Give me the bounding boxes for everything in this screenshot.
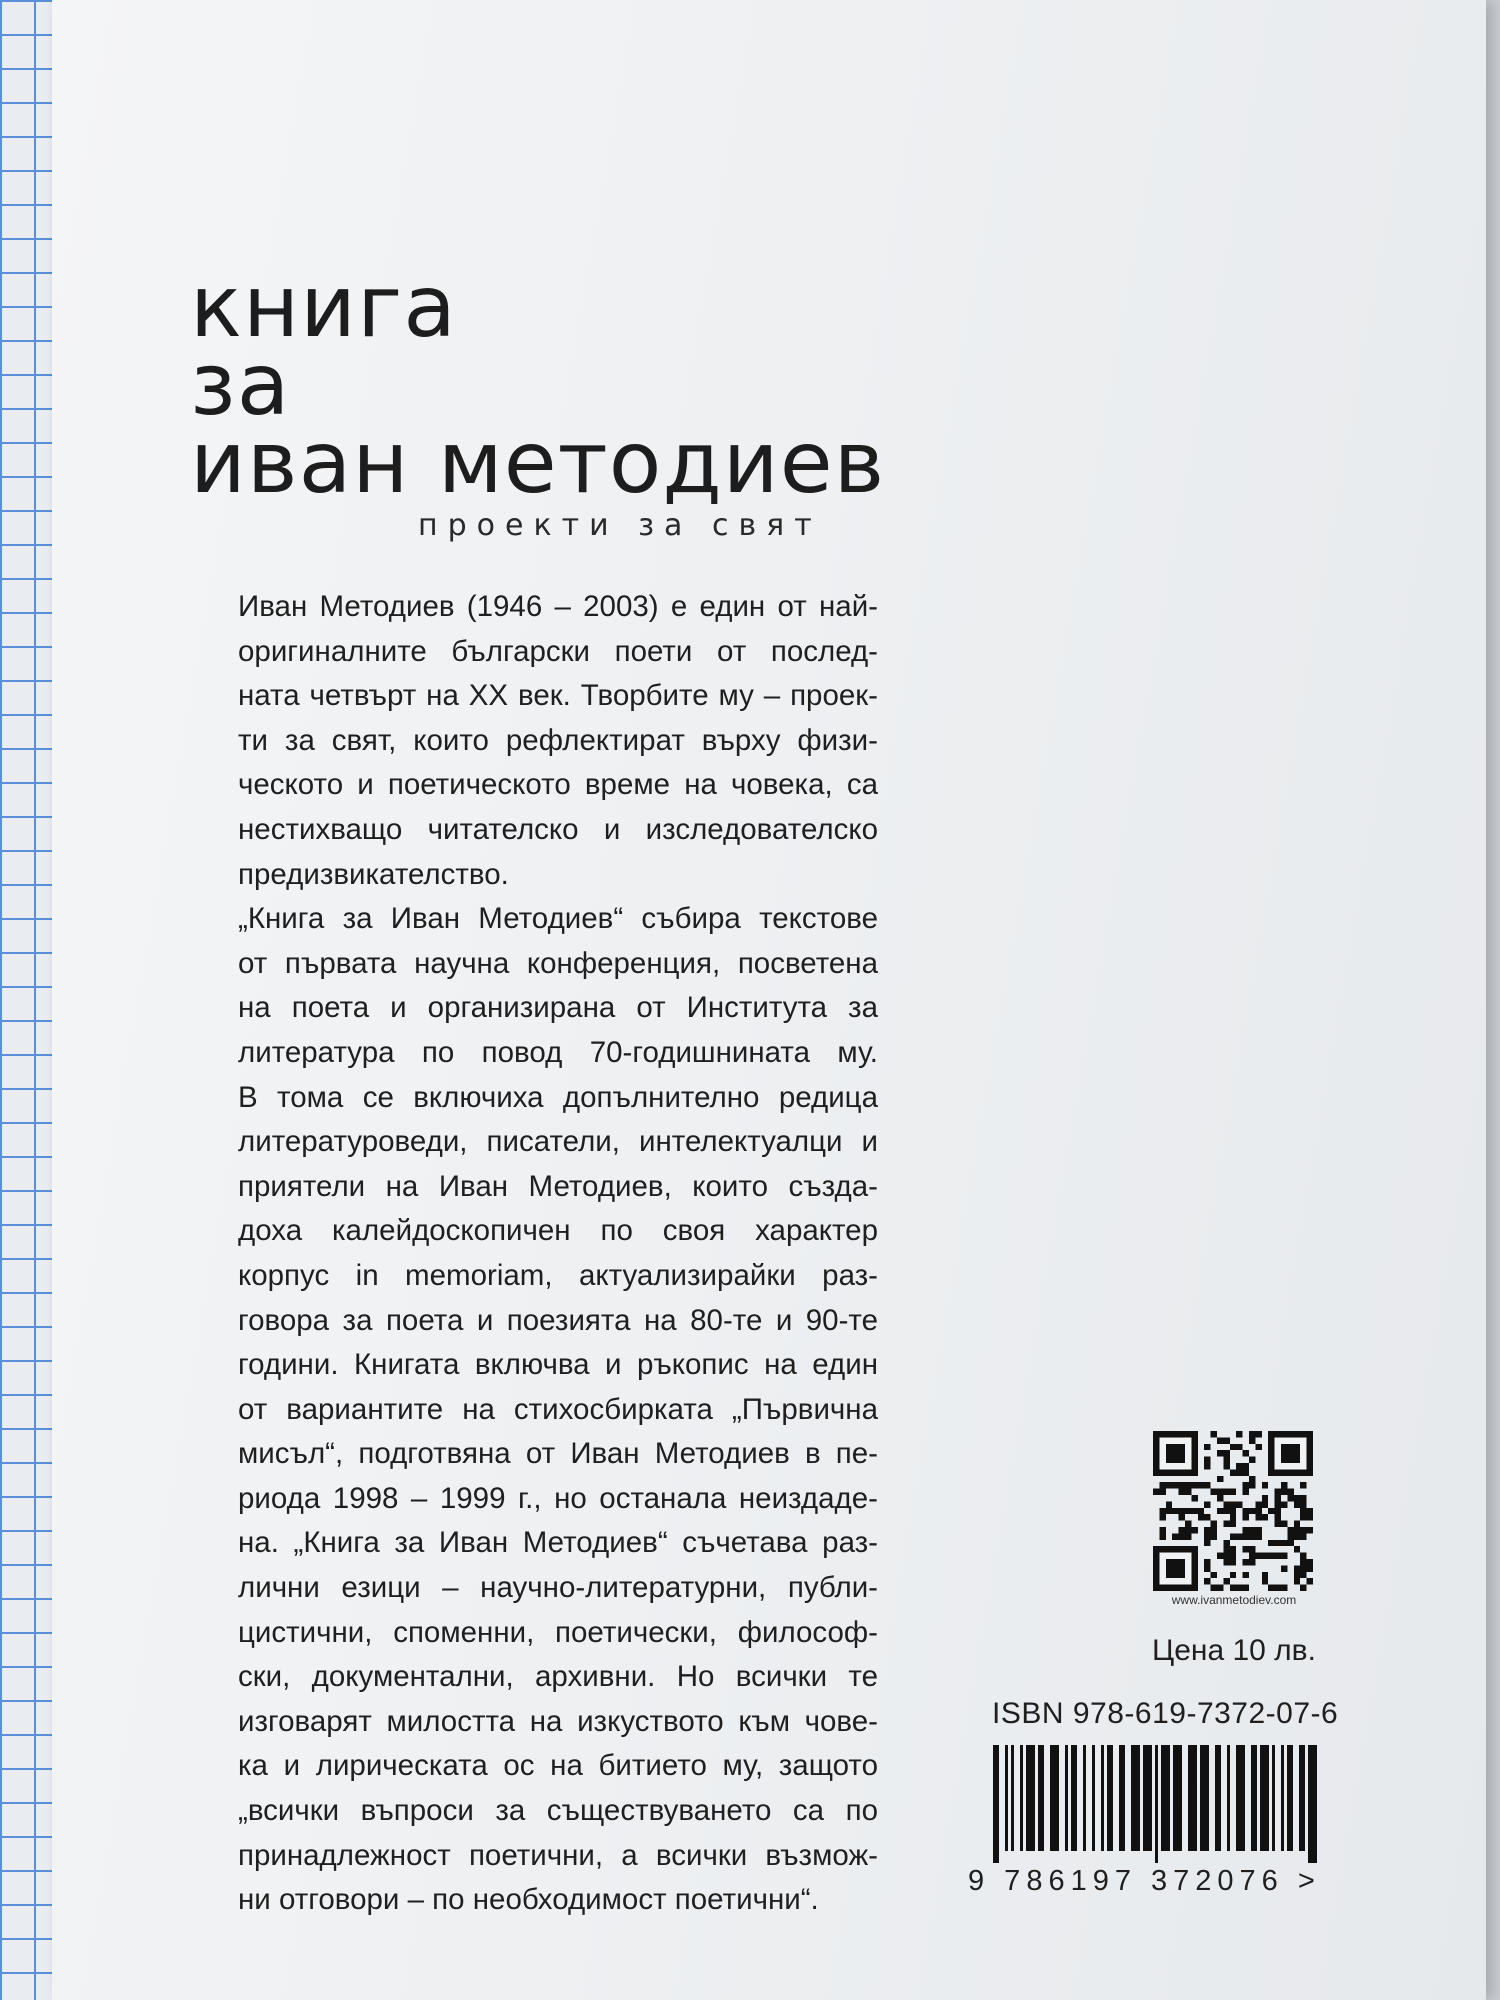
book-title [190,257,886,513]
blurb-line: „всички въпроси за съществуването са по [238,1794,878,1828]
book-subtitle: проекти за свят [418,508,822,543]
blurb-line: ски, документални, архивни. Но всички те [238,1660,878,1694]
blurb-line: от вариантите на стихосбирката „Първична [238,1392,878,1426]
barcode-digits: 9 786197 372076 > [968,1865,1321,1897]
isbn-label: ISBN 978-619-7372-07-6 [992,1697,1339,1730]
barcode [990,1745,1320,1863]
blurb-line: приятели на Иван Методиев, които създа- [238,1169,878,1203]
blurb-line: ческото и поетическото време на човека, са [238,768,878,802]
blurb-line: ка и лирическата ос на битието му, защото [238,1749,878,1783]
blurb-line: мисъл“, подготвяна от Иван Методиев в пе- [238,1437,878,1471]
blurb-line: на поета и организирана от Института за [238,991,878,1025]
blurb-line: Иван Методиев (1946 – 2003) е един от най- [238,590,878,623]
blurb-line: говора за поета и поезията на 80-те и 90-те [238,1303,878,1337]
blurb-line: доха калейдоскопичен по своя характер [238,1214,878,1248]
blurb-text [238,585,878,1923]
blurb-line: В тома се включиха допълнително редица [238,1080,878,1114]
blurb-line: цистични, споменни, поетически, философ- [238,1615,878,1649]
blurb-line: предизвикателство. [238,857,509,891]
blurb-line: години. Книгата включва и ръкопис на един [238,1348,878,1382]
blurb-line: корпус in memoriam, актуализирайки раз- [238,1258,878,1292]
blurb-line: оригиналните български поети от послед- [238,634,878,668]
title-line-2: за [190,335,291,435]
blurb-line: ни отговори – по необходимост поетични“. [238,1883,819,1917]
blurb-line: лични езици – научно-литературни, публи- [238,1571,878,1605]
blurb-line: от първата научна конференция, посветена [238,946,878,980]
blurb-line: риода 1998 – 1999 г., но останала неиздаде- [238,1481,878,1515]
blurb-line: нестихващо читателско и изследователско [238,812,878,846]
title-line-3: иван методиев [190,413,886,513]
qr-code [1153,1431,1313,1591]
price-label: Цена 10 лв. [1152,1634,1316,1667]
blurb-line: литература по повод 70-годишнината му. [238,1035,878,1069]
qr-url: www.ivanmetodiev.com [1171,1593,1297,1607]
blurb-line: на. „Книга за Иван Методиев“ съчетава раз- [238,1526,878,1560]
blurb-line: изговарят милостта на изкуството към чове- [238,1704,878,1738]
blurb-line: литературоведи, писатели, интелектуалци и [238,1125,878,1159]
blurb-line: ти за свят, които рефлектират върху физи- [238,723,878,757]
title-line-1: книга [190,257,457,357]
blurb-line: принадлежност поетични, а всички възмож- [238,1838,878,1872]
blurb-line: ната четвърт на XX век. Творбите му – проек- [238,679,878,713]
blurb-line: „Книга за Иван Методиев“ събира текстове [238,902,878,936]
